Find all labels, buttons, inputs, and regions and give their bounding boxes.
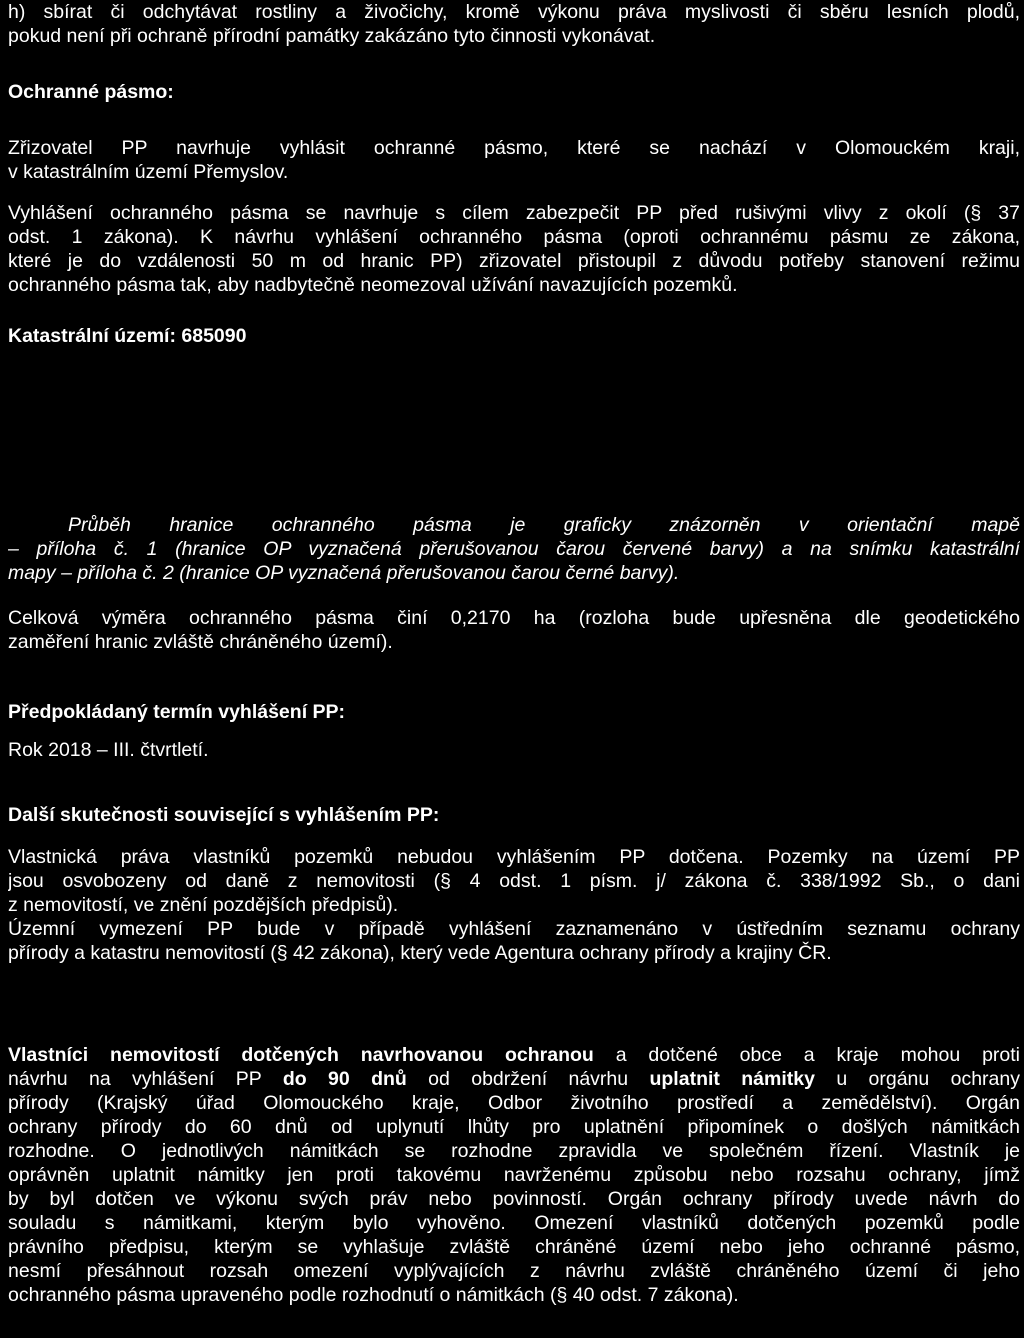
text-line: v katastrálním území Přemyslov.	[8, 161, 289, 183]
text-line: by byl dotčen ve výkonu svých práv nebo povinností. Orgán ochrany přírody uvede návrh do	[8, 1188, 1020, 1210]
bold-phrase: Vlastníci nemovitostí dotčených navrhovanou ochranou	[8, 1044, 594, 1066]
text-line: Vlastnická práva vlastníků pozemků nebudou vyhlášením PP dotčena. Pozemky na území PP	[8, 846, 1020, 868]
section-heading-dalsi: Další skutečnosti související s vyhlášením PP:	[8, 804, 440, 826]
cadastral-area-label: Katastrální území: 685090	[8, 325, 247, 347]
text-line: rozhodne. O jednotlivých námitkách se rozhodne zpravidla ve společném řízení. Vlastník je	[8, 1140, 1020, 1162]
paragraph-zrizovatel	[8, 136, 1020, 184]
text-run: a dotčené obce a kraje mohou proti	[593, 1044, 1020, 1066]
text-line: přírody (Krajský úřad Olomouckého kraje, Odbor životního prostředí a zemědělství). Orgán	[8, 1092, 1020, 1114]
section-heading-termin: Předpokládaný termín vyhlášení PP:	[8, 701, 346, 723]
paragraph-vyhlaseni	[8, 201, 1020, 297]
text-line: právního předpisu, kterým se vyhlašuje zvláště chráněné území nebo jeho ochranné pásmo,	[8, 1236, 1020, 1258]
text-line: nesmí přesáhnout rozsah omezení vyplývajících z návrhu zvláště chráněného území či jeho	[8, 1260, 1020, 1282]
item-h-paragraph	[8, 0, 1020, 48]
text-line: odst. 1 zákona). K návrhu vyhlášení ochranného pásma (oproti ochrannému pásmu ze zákona,	[8, 226, 1020, 248]
text-line: ochranného pásma upraveného podle rozhodnutí o námitkách (§ 40 odst. 7 zákona).	[8, 1284, 739, 1306]
paragraph-namitky	[8, 1043, 1020, 1307]
text-run: u orgánu ochrany	[814, 1068, 1020, 1090]
text-line: – příloha č. 1 (hranice OP vyznačená přerušovanou čarou červené barvy) a na snímku katastrální	[8, 538, 1020, 560]
paragraph-total-area	[8, 606, 1020, 654]
bold-phrase: uplatnit námitky	[649, 1068, 815, 1090]
bold-phrase: do 90 dnů	[282, 1068, 407, 1090]
text-line: Zřizovatel PP navrhuje vyhlásit ochranné pásmo, které se nachází v Olomouckém kraji,	[8, 137, 1020, 159]
text-line: pokud není při ochraně přírodní památky zakázáno tyto činnosti vykonávat.	[8, 25, 656, 47]
paragraph-boundary-description	[8, 513, 1020, 585]
text-line: které je do vzdálenosti 50 m od hranic PP) zřizovatel přistoupil z důvodu potřeby stanovení režimu	[8, 250, 1020, 272]
text-line: Celková výměra ochranného pásma činí 0,2170 ha (rozloha bude upřesněna dle geodetického	[8, 607, 1020, 629]
text-line: Vyhlášení ochranného pásma se navrhuje s cílem zabezpečit PP před rušivými vlivy z okolí (§ 37	[8, 202, 1020, 224]
text-line: souladu s námitkami, kterým bylo vyhověno. Omezení vlastníků dotčených pozemků podle	[8, 1212, 1020, 1234]
section-heading-ochranne-pasmo: Ochranné pásmo:	[8, 81, 174, 103]
text-line: ochrany přírody do 60 dnů od uplynutí lhůty pro uplatnění připomínek o došlých námitkách	[8, 1116, 1020, 1138]
text-run: od obdržení návrhu	[406, 1068, 650, 1090]
text-line: oprávněn uplatnit námitky jen proti takovému navrženému způsobu nebo rozsahu ochrany, jímž	[8, 1164, 1020, 1186]
text-line	[8, 1043, 1020, 1067]
text-line: z nemovitostí, ve znění pozdějších předpisů).	[8, 894, 399, 916]
text-line: mapy – příloha č. 2 (hranice OP vyznačená přerušovanou čarou černé barvy).	[8, 562, 680, 584]
paragraph-dalsi	[8, 845, 1020, 965]
text-line: jsou osvobozeny od daně z nemovitosti (§ 4 odst. 1 písm. j/ zákona č. 338/1992 Sb., o dani	[8, 870, 1020, 892]
text-line: Územní vymezení PP bude v případě vyhlášení zaznamenáno v ústředním seznamu ochrany	[8, 918, 1020, 940]
text-line: Průběh hranice ochranného pásma je graficky znázorněn v orientační mapě	[68, 514, 1020, 536]
text-line: zaměření hranic zvláště chráněného území).	[8, 631, 393, 653]
text-line: přírody a katastru nemovitostí (§ 42 zákona), který vede Agentura ochrany přírody a krajiny ČR.	[8, 942, 832, 964]
text-line: ochranného pásma tak, aby nadbytečně neomezoval užívání navazujících pozemků.	[8, 274, 738, 296]
text-line: h) sbírat či odchytávat rostliny a živočichy, kromě výkonu práva myslivosti či sběru lesních plodů,	[8, 1, 1020, 23]
text-line	[8, 1067, 1020, 1091]
text-run: návrhu na vyhlášení PP	[8, 1068, 283, 1090]
termin-value: Rok 2018 – III. čtvrtletí.	[8, 739, 209, 761]
